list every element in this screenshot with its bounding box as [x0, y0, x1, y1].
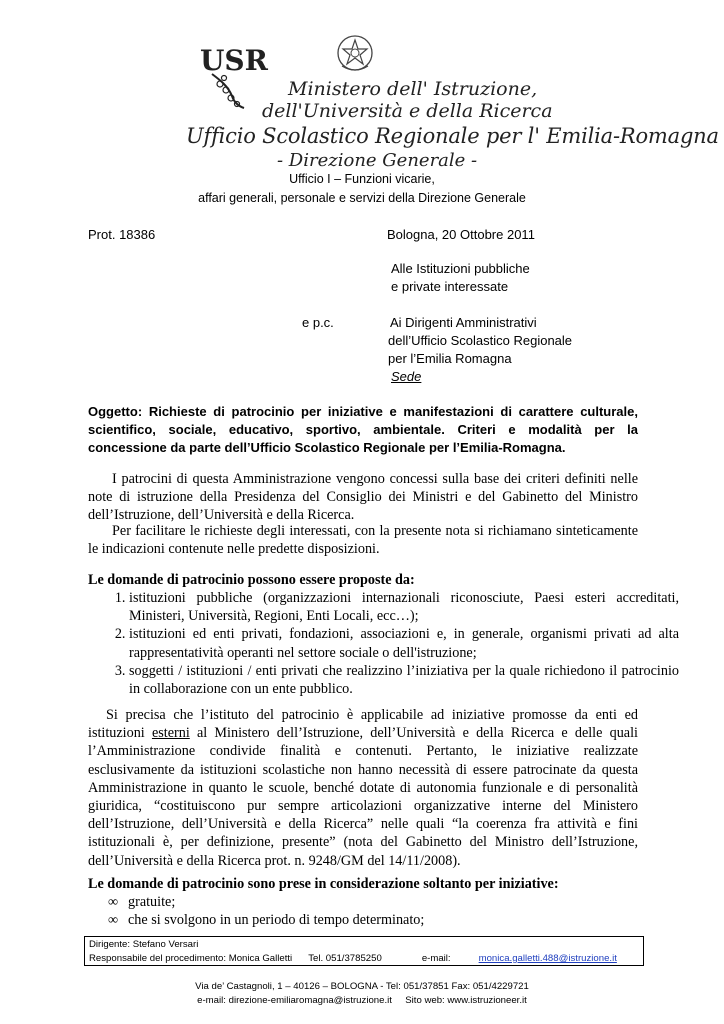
subject: Oggetto: Richieste di patrocinio per iniziative e manifestazioni di carattere culturale, scientifico, sociale, educativo, sportivo, ambientale. Criteri e modalità per la concessione da parte dell’Ufficio Scolastico Regionale per l’Emilia-Romagna. — [88, 404, 638, 455]
email-link[interactable]: monica.galletti.488@istruzione.it — [478, 953, 617, 964]
responsabile-row — [89, 952, 639, 966]
paragraph-3 — [88, 706, 638, 870]
recipient-line-1: Alle Istituzioni pubbliche — [391, 261, 530, 276]
paragraph-3-end: al Ministero dell’Istruzione, dell’Università e della Ricerca e delle quali l’Amministrazione condivide finalità e contenuti. Pertanto, le iniziative realizzate esclusivamente da istituzioni scolastiche non hanno necessità di essere patrocinate da questa Amministrazione in quanto le scuole, benché dotate di autonomia funzionale e di personalità giuridica, “costituiscono pur sempre articolazioni organizzative interne del Ministero dell’Istruzione, dell’Università e della Ricerca” nelle quali “la coerenza fra attività e fini istituzionali è, per definizione, presente” (nota del Gabinetto del Ministro dell’Istruzione, dell’Università e della Ricerca prot. n. 9248/GM del 14/11/2008). — [88, 725, 638, 869]
office-unit-line-2: affari generali, personale e servizi della Direzione Generale — [198, 191, 526, 205]
list-item: 3. soggetti / istituzioni / enti privati che realizzino l’iniziativa per la quale richiedono il patrocinio in collaborazione con un ente pubblico. — [129, 662, 679, 698]
cc-recipient-location: Sede — [391, 369, 422, 384]
cc-recipient-line-2: dell’Ufficio Scolastico Regionale — [388, 333, 573, 348]
cc-label: e p.c. — [302, 315, 334, 330]
paragraph-3-start: Si precisa che l’istituto del patrocinio è applicabile ad iniziative promosse da enti ed istituzioni — [88, 707, 638, 742]
responsabile-tel: Tel. 051/3785250 — [308, 953, 382, 964]
applicants-list — [88, 589, 679, 698]
paragraph-2: Per facilitare le richieste degli interessati, con la presente nota si richiamano sinteticamente le indicazioni contenute nelle predette disposizioni. — [88, 523, 638, 558]
usr-logo-text: USR — [200, 44, 268, 77]
dirigente: Dirigente: Stefano Versari — [89, 939, 199, 950]
list-item: 1. istituzioni pubbliche (organizzazioni internazionali riconosciute, Paesi esteri accreditati, Ministeri, Università, Regioni, Enti Locali, ecc…); — [129, 589, 679, 625]
email-label: e-mail: — [421, 953, 451, 964]
ministry-line-1: Ministero dell' Istruzione, — [288, 78, 538, 100]
usr-logo — [198, 40, 268, 112]
cc-recipient-line-1: Ai Dirigenti Amministrativi — [390, 315, 537, 330]
emphasis-esterni: esterni — [151, 725, 190, 742]
directorate-name: - Direzione Generale - — [277, 150, 478, 171]
section-heading-conditions: Le domande di patrocinio sono prese in considerazione soltanto per iniziative: — [88, 876, 559, 892]
infinity-bullet-icon: ∞ — [108, 894, 119, 910]
cc-recipient-line-3: per l’Emilia Romagna — [388, 351, 512, 366]
recipient-line-2: e private interessate — [391, 279, 509, 294]
ministry-line-2: dell'Università e della Ricerca — [262, 100, 553, 122]
office-name: Ufficio Scolastico Regionale per l' Emilia-Romagna — [186, 124, 719, 148]
list-item: ∞ gratuite; — [108, 894, 176, 910]
infinity-bullet-icon: ∞ — [108, 912, 119, 928]
office-unit-line-1: Ufficio I – Funzioni vicarie, — [289, 172, 435, 186]
republic-emblem-icon — [336, 34, 374, 74]
contact-box — [84, 936, 644, 966]
document-date: Bologna, 20 Ottobre 2011 — [387, 227, 535, 242]
protocol-number: Prot. 18386 — [88, 227, 156, 242]
list-item: 2. istituzioni ed enti privati, fondazioni, associazioni e, in generale, organismi privati ad alta rappresentatività operanti nel settore sociale o dell'istruzione; — [129, 625, 679, 661]
paragraph-1: I patrocini di questa Amministrazione vengono concessi sulla base dei criteri definiti nelle note di istruzione della Presidenza del Consiglio dei Ministri e del Gabinetto del Ministro dell’Istruzione, dell’Università e della Ricerca. — [88, 471, 638, 524]
responsabile: Responsabile del procedimento: Monica Galletti — [89, 953, 293, 964]
footer-contacts: e-mail: direzione-emiliaromagna@istruzione.it Sito web: www.istruzioneer.it — [197, 995, 527, 1006]
list-item: ∞ che si svolgono in un periodo di tempo determinato; — [108, 912, 425, 928]
footer-address: Via de’ Castagnoli, 1 – 40126 – BOLOGNA - Tel: 051/37851 Fax: 051/4229721 — [195, 981, 529, 992]
section-heading-applicants: Le domande di patrocinio possono essere proposte da: — [88, 572, 415, 588]
conditions-list — [108, 893, 628, 929]
